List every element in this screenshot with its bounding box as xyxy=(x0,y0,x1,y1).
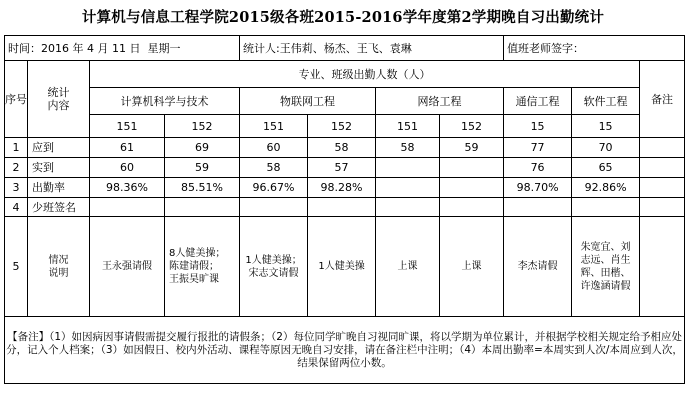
situation-row xyxy=(5,217,685,317)
remark-header: 备注 xyxy=(640,61,685,138)
header-row-group xyxy=(5,61,685,88)
table-row xyxy=(5,138,685,158)
row-number: 5 xyxy=(5,217,28,317)
major-header: 物联网工程 xyxy=(240,88,376,115)
major-header: 网络工程 xyxy=(376,88,504,115)
value-cell: 58 xyxy=(376,138,440,158)
signature-cell xyxy=(240,198,308,217)
row-number: 2 xyxy=(5,158,28,178)
value-cell: 77 xyxy=(504,138,572,158)
situation-cell: 李杰请假 xyxy=(504,217,572,317)
situation-cell: 上课 xyxy=(440,217,504,317)
row-number: 3 xyxy=(5,178,28,198)
value-cell: 92.86% xyxy=(572,178,640,198)
value-cell xyxy=(440,178,504,198)
value-cell: 57 xyxy=(308,158,376,178)
signature-cell xyxy=(440,198,504,217)
value-cell: 59 xyxy=(165,158,240,178)
class-header: 152 xyxy=(308,115,376,138)
situation-cell: 朱宽宜、刘志远、肖生辉、田楷、许逸涵请假 xyxy=(572,217,640,317)
signature-cell xyxy=(376,198,440,217)
attendance-table xyxy=(4,35,685,384)
class-header: 151 xyxy=(376,115,440,138)
signature-cell xyxy=(504,198,572,217)
table-row xyxy=(5,158,685,178)
date-cell: 时间：2016 年 4 月 11 日 星期一 xyxy=(5,36,240,61)
teacher-sign-cell: 值班老师签字： xyxy=(504,36,685,61)
value-cell xyxy=(440,158,504,178)
value-cell xyxy=(376,158,440,178)
situation-cell: 1人健美操 xyxy=(308,217,376,317)
header-row-classes xyxy=(5,115,685,138)
seq-header: 序号 xyxy=(5,61,28,138)
content-header: 统计 内容 xyxy=(28,61,90,138)
value-cell: 85.51% xyxy=(165,178,240,198)
remark-cell xyxy=(640,217,685,317)
class-header: 152 xyxy=(165,115,240,138)
row-number: 1 xyxy=(5,138,28,158)
signature-cell xyxy=(90,198,165,217)
major-header: 通信工程 xyxy=(504,88,572,115)
group-header: 专业、班级出勤人数（人） xyxy=(90,61,640,88)
remark-cell xyxy=(640,158,685,178)
info-row xyxy=(5,36,685,61)
value-cell: 69 xyxy=(165,138,240,158)
notes-row xyxy=(5,317,685,384)
value-cell: 76 xyxy=(504,158,572,178)
class-header: 15 xyxy=(572,115,640,138)
major-header: 软件工程 xyxy=(572,88,640,115)
class-header: 152 xyxy=(440,115,504,138)
row-label: 实到 xyxy=(28,158,90,178)
row-label: 出勤率 xyxy=(28,178,90,198)
counters-cell: 统计人:王伟莉、杨杰、王飞、袁琳 xyxy=(240,36,504,61)
major-header: 计算机科学与技术 xyxy=(90,88,240,115)
remark-cell xyxy=(640,138,685,158)
value-cell: 58 xyxy=(240,158,308,178)
value-cell: 65 xyxy=(572,158,640,178)
page-title: 计算机与信息工程学院2015级各班2015-2016学年度第2学期晚自习出勤统计 xyxy=(81,9,605,26)
value-cell: 98.28% xyxy=(308,178,376,198)
value-cell: 60 xyxy=(240,138,308,158)
situation-cell: 上课 xyxy=(376,217,440,317)
class-header: 151 xyxy=(240,115,308,138)
notes-text: 【备注】（1）如因病因事请假需提交履行报批的请假条；（2）每位同学旷晚自习视同旷课，将以学期为单位累计，并根据学校相关规定给予相应处分，记入个人档案；（3）如因假日、校内外活动、课程等原因无晚自习安排，请在备注栏中注明；（4）本周出勤率=本周实到人次/本周应到人次，结果保留两位小数。 xyxy=(5,317,685,384)
situation-cell: 1人健美操；宋志文请假 xyxy=(240,217,308,317)
value-cell: 61 xyxy=(90,138,165,158)
row-label: 情况 说明 xyxy=(28,217,90,317)
situation-cell: 8人健美操； 陈建请假； 王振昊旷课 xyxy=(165,217,240,317)
class-header: 15 xyxy=(504,115,572,138)
value-cell: 98.36% xyxy=(90,178,165,198)
class-header: 151 xyxy=(90,115,165,138)
row-label: 应到 xyxy=(28,138,90,158)
value-cell: 98.70% xyxy=(504,178,572,198)
value-cell: 60 xyxy=(90,158,165,178)
value-cell: 58 xyxy=(308,138,376,158)
signature-cell xyxy=(165,198,240,217)
table-row xyxy=(5,198,685,217)
row-number: 4 xyxy=(5,198,28,217)
signature-cell xyxy=(308,198,376,217)
signature-cell xyxy=(572,198,640,217)
header-row-majors xyxy=(5,88,685,115)
table-row xyxy=(5,178,685,198)
situation-cell: 王永强请假 xyxy=(90,217,165,317)
remark-cell xyxy=(640,178,685,198)
value-cell xyxy=(376,178,440,198)
row-label: 少班签名 xyxy=(28,198,90,217)
value-cell: 70 xyxy=(572,138,640,158)
remark-cell xyxy=(640,198,685,217)
value-cell: 96.67% xyxy=(240,178,308,198)
value-cell: 59 xyxy=(440,138,504,158)
